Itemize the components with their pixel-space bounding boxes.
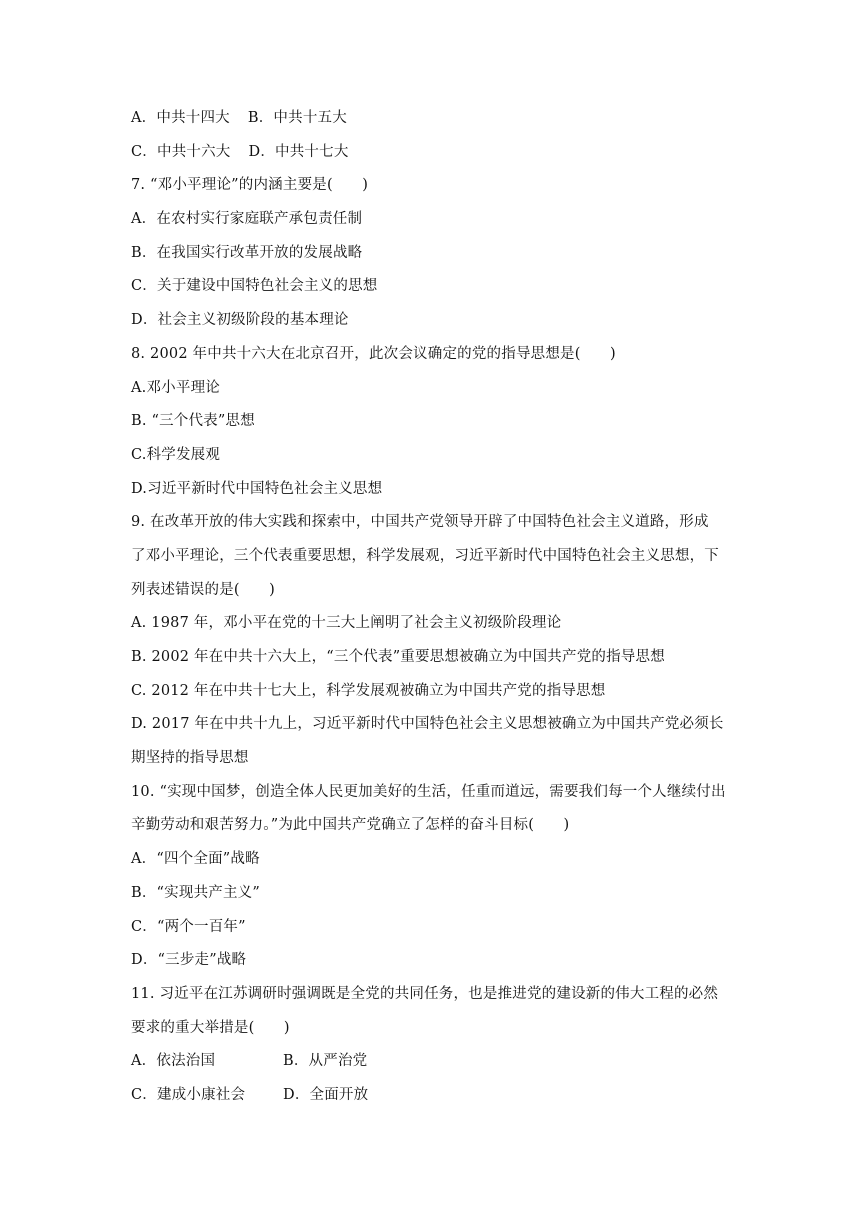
question-9-stem-line-3: 列表述错误的是( ) [131,581,276,598]
question-11-stem-line-2: 要求的重大举措是( ) [131,1019,290,1036]
question-10-option-a: A．“四个全面”战略 [131,851,260,868]
question-7-option-a: A．在农村实行家庭联产承包责任制 [131,211,363,228]
question-8-option-a: A.邓小平理论 [131,379,220,396]
question-9-option-b: B. 2002 年在中共十六大上，“三个代表”重要思想被确立为中国共产党的指导思想 [131,649,665,665]
question-10-option-d: D．“三步走”战略 [131,952,247,969]
option-c: C．建成小康社会 [131,1086,246,1103]
question-10-stem-line-2: 辛勤劳动和艰苦努力。”为此中国共产党确立了怎样的奋斗目标( ) [131,817,570,834]
question-8-stem: 8. 2002 年中共十六大在北京召开，此次会议确定的党的指导思想是( ) [131,345,616,362]
option-d: D．全面开放 [283,1086,369,1103]
question-9-option-a: A. 1987 年，邓小平在党的十三大上阐明了社会主义初级阶段理论 [131,615,562,632]
question-9-option-c: C. 2012 年在中共十七大上，科学发展观被确立为中国共产党的指导思想 [131,682,606,699]
question-8-option-b: B. “三个代表”思想 [131,413,255,430]
question-11-stem-line-1: 11. 习近平在江苏调研时强调既是全党的共同任务，也是推进党的建设新的伟大工程的必然 [131,985,719,1002]
question-9-stem-line-1: 9. 在改革开放的伟大实践和探索中，中国共产党领导开辟了中国特色社会主义道路，形成 [131,514,709,531]
option-a: A．中共十四大 [131,110,230,126]
question-10-stem-line-1: 10. “实现中国梦，创造全体人民更加美好的生活，任重而道远，需要我们每一个人继续付出 [131,783,726,800]
question-7-option-b: B．在我国实行改革开放的发展战略 [131,244,363,261]
question-10-option-c: C．“两个一百年” [131,918,246,935]
question-8-option-c: C.科学发展观 [131,446,221,463]
option-c: C．中共十六大 [131,143,231,160]
option-b: B．从严治党 [283,1053,368,1070]
question-7-option-d: D．社会主义初级阶段的基本理论 [131,312,349,329]
question-8-option-d: D.习近平新时代中国特色社会主义思想 [131,480,383,497]
option-d: D．中共十七大 [248,143,349,160]
question-6-options-row-2 [131,142,740,162]
option-b: B．中共十五大 [247,110,347,126]
question-9-option-d-line-2: 期坚持的指导思想 [131,750,249,767]
question-7-stem: 7. “邓小平理论”的内涵主要是( ) [131,177,369,194]
question-10-option-b: B．“实现共产主义” [131,884,260,901]
question-6-options-row-1 [131,108,740,128]
question-11-options-row-1 [131,1051,740,1071]
question-11-options-row-2 [131,1085,740,1105]
option-a: A．依法治国 [131,1053,216,1070]
question-9-stem-line-2: 了邓小平理论，三个代表重要思想，科学发展观，习近平新时代中国特色社会主义思想，下 [131,547,719,564]
question-7-option-c: C．关于建设中国特色社会主义的思想 [131,278,378,295]
question-9-option-d-line-1: D. 2017 年在中共十九上，习近平新时代中国特色社会主义思想被确立为中国共产党必须长 [131,716,724,733]
